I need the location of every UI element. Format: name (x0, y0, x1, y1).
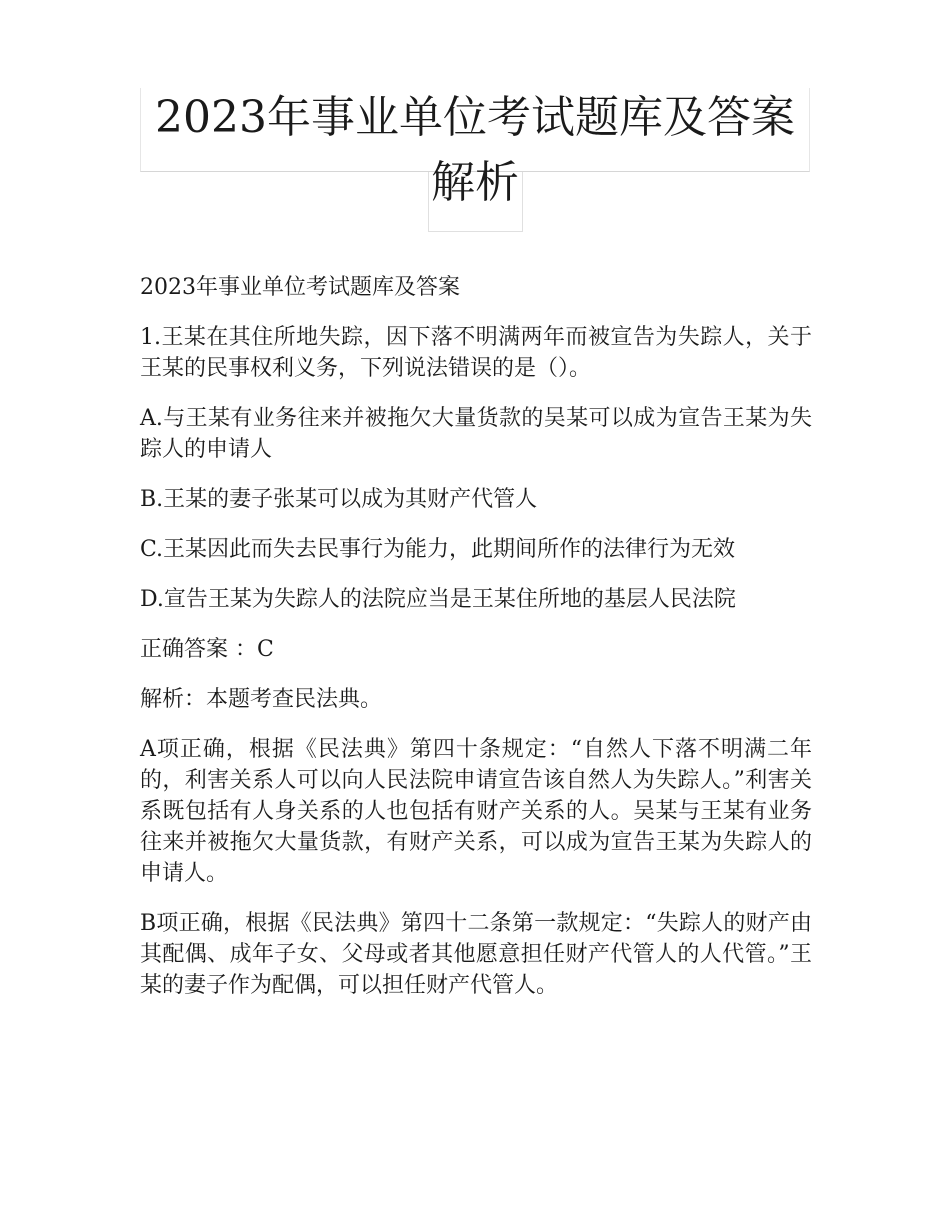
title-line-2: 解析 (428, 172, 523, 232)
question-stem: 1.王某在其住所地失踪，因下落不明满两年而被宣告为失踪人，关于王某的民事权利义务，下列说法错误的是（）。 (140, 325, 812, 381)
analysis-option-a: A项正确，根据《民法典》第四十条规定：“自然人下落不明满二年的，利害关系人可以向人民法院申请宣告该自然人为失踪人。”利害关系既包括有人身关系的人也包括有财产关系的人。吴某与王某有业务往来并被拖欠大量货款，有财产关系，可以成为宣告王某为失踪人的申请人。 (140, 737, 812, 886)
option-c: C.王某因此而失去民事行为能力，此期间所作的法律行为无效 (140, 537, 736, 562)
analysis-intro: 解析：本题考查民法典。 (140, 687, 383, 712)
option-b: B.王某的妻子张某可以成为其财产代管人 (140, 487, 538, 512)
title-line-1: 2023年事业单位考试题库及答案 (140, 88, 810, 172)
option-a: A.与王某有业务往来并被拖欠大量货款的吴某可以成为宣告王某为失踪人的申请人 (140, 406, 812, 462)
document-title (140, 88, 810, 232)
option-d: D.宣告王某为失踪人的法院应当是王某住所地的基层人民法院 (140, 587, 736, 612)
document-body (140, 272, 812, 1020)
analysis-option-b: B项正确，根据《民法典》第四十二条第一款规定：“失踪人的财产由其配偶、成年子女、父母或者其他愿意担任财产代管人的人代管。”王某的妻子作为配偶，可以担任财产代管人。 (140, 911, 812, 998)
subtitle: 2023年事业单位考试题库及答案 (140, 275, 460, 300)
correct-answer: 正确答案 ：C (140, 637, 274, 662)
